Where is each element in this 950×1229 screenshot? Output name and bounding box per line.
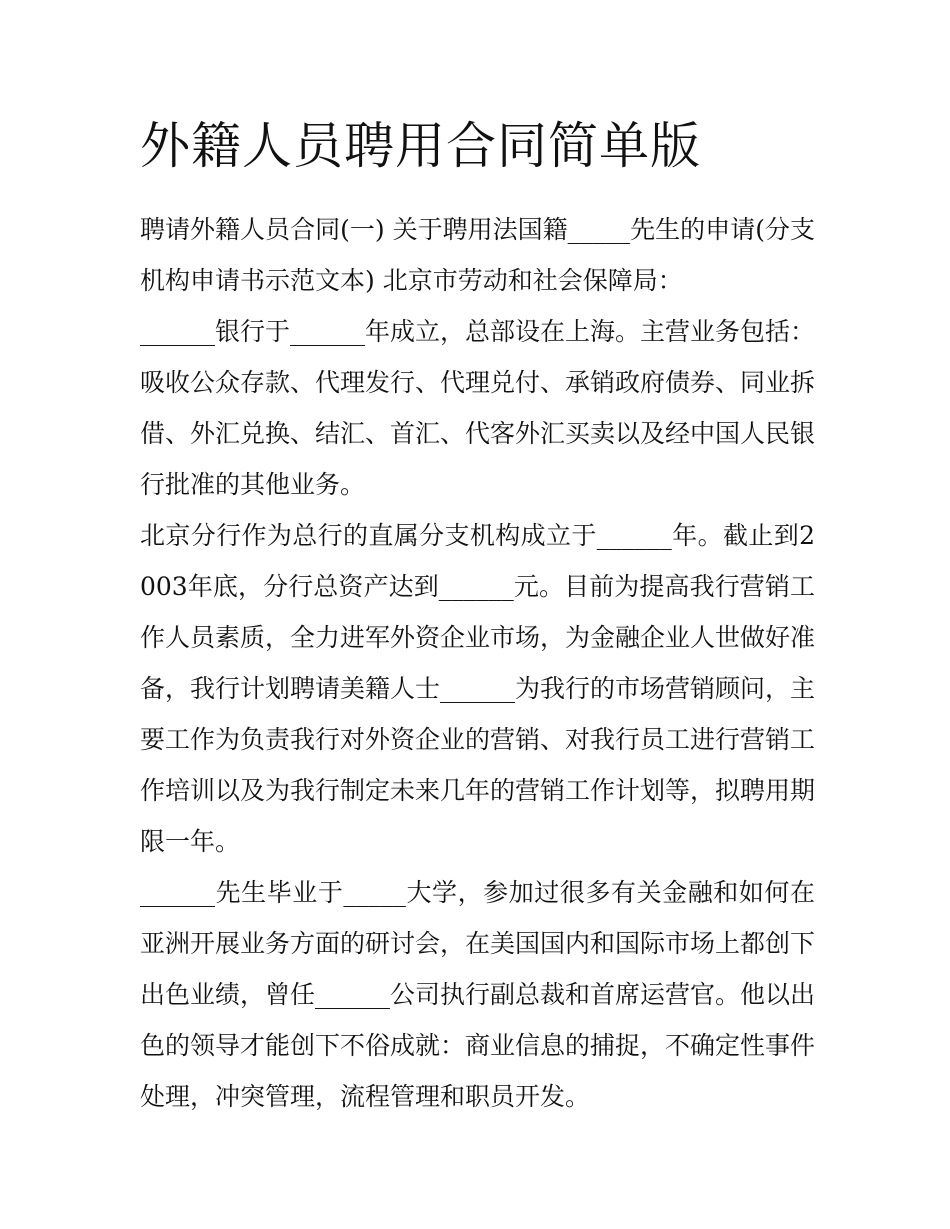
paragraph-candidate-background: ______先生毕业于_____大学，参加过很多有关金融和如何在亚洲开展业务方面的研讨会，在美国国内和国际市场上都创下出色业绩，曾任______公司执行副总裁和首席运营官。他以出色的领导才能创下不俗成就：商业信息的捕捉，不确定性事件处理，冲突管理，流程管理和职员开发。 — [140, 878, 816, 1111]
paragraph-bank-overview: ______银行于______年成立，总部设在上海。主营业务包括：吸收公众存款、代理发行、代理兑付、承销政府债券、同业拆借、外汇兑换、结汇、首汇、代客外汇买卖以及经中国人民银行批准的其他业务。 — [140, 317, 816, 499]
paragraph-branch-plan: 北京分行作为总行的直属分支机构成立于______年。截止到2003年底，分行总资产达到______元。目前为提高我行营销工作人员素质，全力进军外资企业市场，为金融企业人世做好准备，我行计划聘请美籍人士______为我行的市场营销顾问，主要工作为负责我行对外资企业的营销、对我行员工进行营销工作培训以及为我行制定未来几年的营销工作计划等，拟聘用期限一年。 — [140, 521, 816, 856]
document-page — [140, 108, 815, 1122]
document-title: 外籍人员聘用合同简单版 — [140, 117, 701, 175]
document-body — [140, 204, 815, 1122]
paragraph-intro: 聘请外籍人员合同(一) 关于聘用法国籍_____先生的申请(分支机构申请书示范文本) 北京市劳动和社会保障局： — [140, 215, 815, 295]
